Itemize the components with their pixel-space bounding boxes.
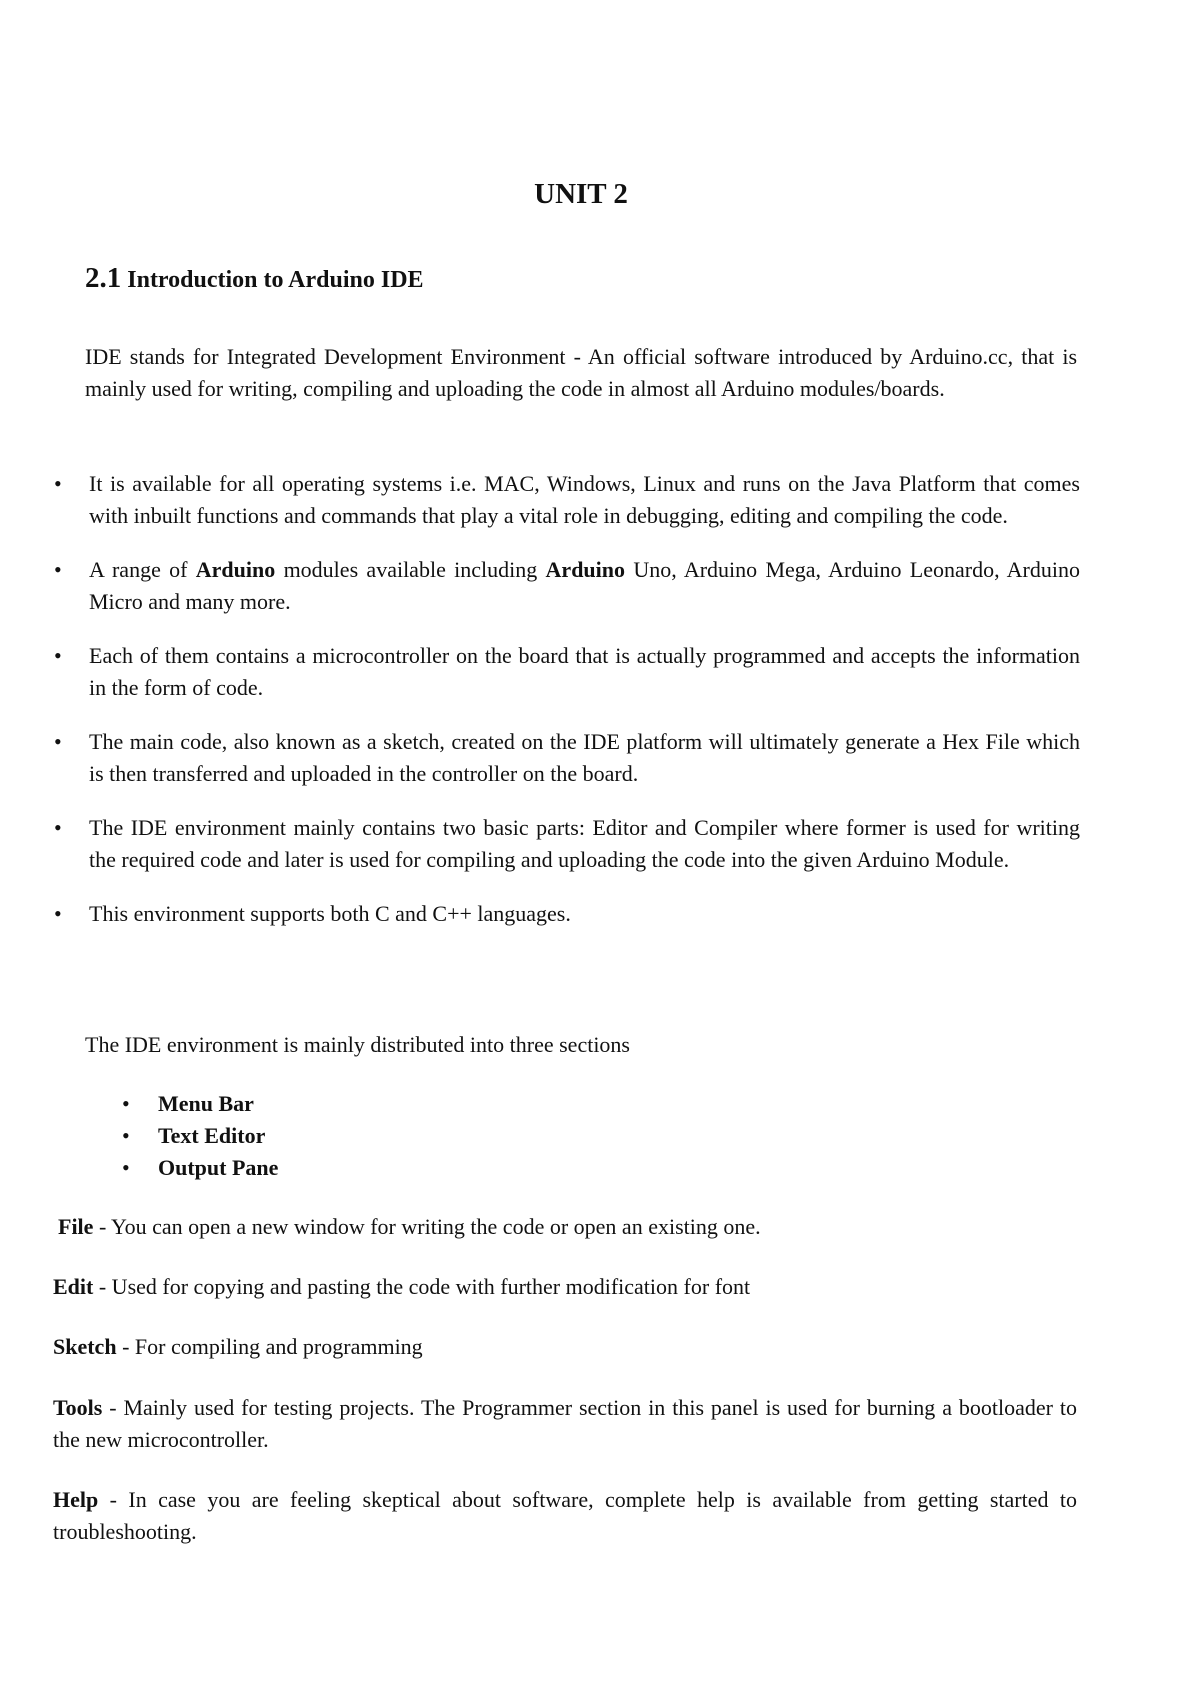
list-item [0, 898, 1080, 930]
list-item [0, 1120, 278, 1152]
bullet-icon: • [54, 471, 62, 496]
list-item [0, 640, 1080, 704]
list-item [0, 812, 1080, 876]
bullet-text-part: modules available including [275, 557, 546, 582]
definition-text: - Used for copying and pasting the code with further modification for font [93, 1274, 751, 1299]
section-title: Introduction to Arduino IDE [127, 267, 424, 293]
list-item [0, 554, 1080, 618]
bullet-text [89, 557, 1080, 614]
unit-title: UNIT 2 [534, 178, 628, 210]
list-item [0, 1088, 278, 1120]
bullet-text: This environment supports both C and C++ languages. [89, 901, 571, 926]
ide-sections-list [0, 1088, 278, 1184]
bullet-text: It is available for all operating systems i.e. MAC, Windows, Linux and runs on the Java Platform that comes with inbuilt functions and commands that play a vital role in debugging, editing and compiling the code. [89, 471, 1080, 528]
definition-term: Edit [53, 1274, 94, 1299]
definition-help [53, 1484, 1077, 1548]
sections-intro: The IDE environment is mainly distributed into three sections [85, 1032, 630, 1057]
definition-term: File [58, 1214, 94, 1239]
definition-term: Sketch [53, 1334, 117, 1359]
intro-paragraph: IDE stands for Integrated Development Environment - An official software introduced by Arduino.cc, that is mainly used for writing, compiling and uploading the code in almost all Arduino modules/boards. [85, 344, 1077, 401]
definition-file [58, 1211, 1082, 1243]
definition-term: Tools [53, 1395, 103, 1420]
bullet-text: Each of them contains a microcontroller on the board that is actually programmed and accepts the information in the form of code. [89, 643, 1080, 700]
list-item [0, 1152, 278, 1184]
definition-text: - Mainly used for testing projects. The Programmer section in this panel is used for burning a bootloader to the new microcontroller. [53, 1395, 1077, 1452]
part-label: Menu Bar [158, 1091, 254, 1116]
definition-edit [53, 1271, 1077, 1303]
definition-text: - You can open a new window for writing the code or open an existing one. [93, 1214, 761, 1239]
bullet-text-part: Uno, Arduino Mega, Arduino Leonardo, Arduino Micro and many more. [89, 557, 1080, 614]
feature-bullet-list [0, 468, 1080, 952]
part-label: Text Editor [158, 1123, 266, 1148]
bullet-text-part: A range of [89, 557, 196, 582]
bullet-icon: • [54, 815, 62, 840]
list-item [0, 726, 1080, 790]
bullet-icon: • [54, 557, 62, 582]
definition-tools [53, 1392, 1077, 1456]
definition-text: - In case you are feeling skeptical about software, complete help is available from getting started to troubleshooting. [53, 1487, 1077, 1544]
bullet-text: The main code, also known as a sketch, created on the IDE platform will ultimately generate a Hex File which is then transferred and uploaded in the controller on the board. [89, 729, 1080, 786]
bullet-icon: • [122, 1155, 130, 1180]
bullet-icon: • [122, 1123, 130, 1148]
definition-term: Help [53, 1487, 99, 1512]
section-number: 2.1 [85, 262, 122, 294]
bullet-text: The IDE environment mainly contains two basic parts: Editor and Compiler where former is used for writing the required code and later is used for compiling and uploading the code into the given Arduino Module. [89, 815, 1080, 872]
bullet-icon: • [54, 643, 62, 668]
section-heading [85, 261, 424, 297]
bullet-icon: • [54, 729, 62, 754]
bullet-icon: • [122, 1091, 130, 1116]
list-item [0, 468, 1080, 532]
definition-sketch [53, 1331, 1077, 1363]
bullet-bold-term: Arduino [545, 557, 626, 582]
definition-text: - For compiling and programming [116, 1334, 423, 1359]
bullet-bold-term: Arduino [195, 557, 276, 582]
part-label: Output Pane [158, 1155, 279, 1180]
bullet-icon: • [54, 901, 62, 926]
